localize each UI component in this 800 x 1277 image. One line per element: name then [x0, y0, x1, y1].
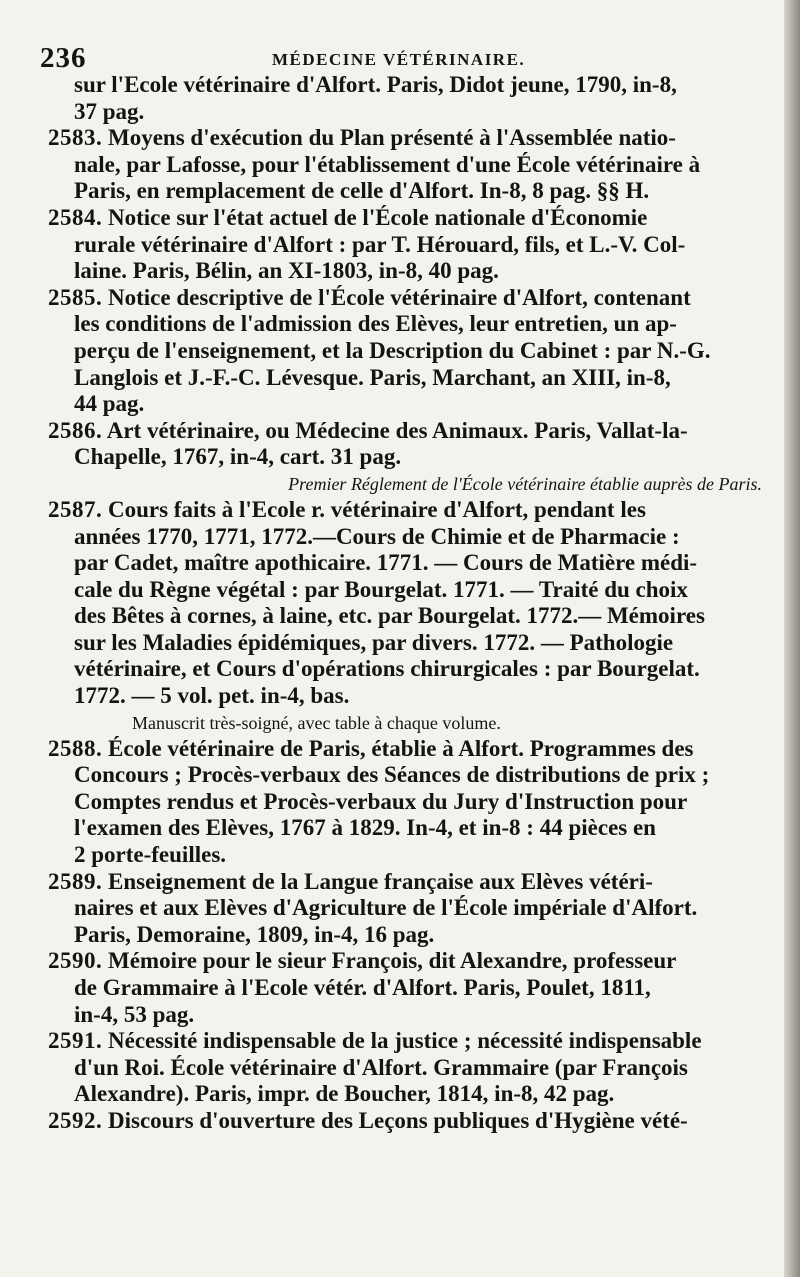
entry-number: 2585. [48, 284, 103, 310]
entry-first-line [48, 205, 766, 232]
entry-continuation-line: Langlois et J.-F.-C. Lévesque. Paris, Marchant, an XIII, in-8, [74, 364, 671, 390]
entry-first-line [48, 869, 766, 896]
entry-continuation-line: perçu de l'enseignement, et la Description du Cabinet : par N.-G. [74, 337, 711, 363]
entry-first-line [48, 736, 766, 763]
entry-continuation-line: des Bêtes à cornes, à laine, etc. par Bourgelat. 1772.— Mémoires [74, 603, 705, 629]
entry-number: 2590. [48, 948, 103, 974]
entry-continuation-line: Comptes rendus et Procès-verbaux du Jury d'Instruction pour [74, 788, 688, 814]
entry-text: Cours faits à l'Ecole r. vétérinaire d'Alfort, pendant les [108, 496, 646, 522]
entry-continuation-line: d'un Roi. École vétérinaire d'Alfort. Grammaire (par François [74, 1054, 688, 1080]
entry-continuation-line: les conditions de l'admission des Elèves, leur entretien, un ap- [74, 311, 677, 337]
entry-number: 2592. [48, 1107, 103, 1133]
entry-first-line [48, 948, 766, 975]
entry-continuation-line: l'examen des Elèves, 1767 à 1829. In-4, et in-8 : 44 pièces en [74, 815, 656, 841]
entry-first-line [48, 1028, 766, 1055]
entry-continuation-line: Concours ; Procès-verbaux des Séances de distributions de prix ; [74, 762, 710, 788]
entry-continuation-line: cale du Règne végétal : par Bourgelat. 1771. — Traité du choix [74, 576, 688, 602]
entry-continuation-line: laine. Paris, Bélin, an XI-1803, in-8, 40 pag. [74, 258, 499, 284]
entry-continuation-line: Chapelle, 1767, in-4, cart. 31 pag. [74, 444, 402, 470]
entry-continuation-line: vétérinaire, et Cours d'opérations chirurgicales : par Bourgelat. [74, 656, 700, 682]
entry-first-line [48, 497, 766, 524]
entry-first-line [48, 418, 766, 445]
page-number: 236 [40, 42, 87, 74]
bibliography-entry [48, 497, 766, 736]
entry-continuation-line: 44 pag. [74, 391, 145, 417]
entry-number: 2587. [48, 496, 103, 522]
entry-continuation-line: nale, par Lafosse, pour l'établissement d'une École vétérinaire à [74, 151, 701, 177]
entry-text: Art vétérinaire, ou Médecine des Animaux. Paris, Vallat-la- [106, 417, 688, 443]
bibliography-entry [48, 1028, 766, 1108]
entry-first-line [48, 1108, 766, 1135]
entry-continuation-line: Alexandre). Paris, impr. de Boucher, 1814, in-8, 42 pag. [74, 1081, 615, 1107]
entry-continuation-line: in-4, 53 pag. [74, 1001, 195, 1027]
entry-number: 2589. [48, 868, 103, 894]
text-line: 37 pag. [74, 98, 145, 124]
page-edge [784, 0, 800, 1277]
entry-text: Discours d'ouverture des Leçons publiques d'Hygiène vété- [108, 1107, 688, 1133]
entry-continuation-line: Paris, en remplacement de celle d'Alfort. In-8, 8 pag. §§ H. [74, 178, 650, 204]
entry-number: 2591. [48, 1028, 103, 1054]
bibliography-entry [48, 205, 766, 285]
continued-entry [48, 72, 766, 125]
entry-text: Moyens d'exécution du Plan présenté à l'Assemblée natio- [108, 125, 676, 151]
entry-text: Nécessité indispensable de la justice ; nécessité indispensable [108, 1028, 702, 1054]
entry-note: Premier Réglement de l'École vétérinaire établie auprès de Paris. [288, 473, 762, 494]
text-line: sur l'Ecole vétérinaire d'Alfort. Paris, Didot jeune, 1790, in-8, [74, 72, 677, 97]
running-title: MÉDECINE VÉTÉRINAIRE. [272, 50, 526, 69]
entry-continuation-line: naires et aux Elèves d'Agriculture de l'École impériale d'Alfort. [74, 895, 698, 921]
entry-continuation-line: rurale vétérinaire d'Alfort : par T. Hérouard, fils, et L.-V. Col- [74, 231, 686, 257]
entry-continuation-line: années 1770, 1771, 1772.—Cours de Chimie et de Pharmacie : [74, 523, 680, 549]
entry-continuation-line: de Grammaire à l'Ecole vétér. d'Alfort. Paris, Poulet, 1811, [74, 975, 651, 1000]
entry-first-line [48, 285, 766, 312]
entry-continuation-line: Paris, Demoraine, 1809, in-4, 16 pag. [74, 921, 435, 947]
entry-text: École vétérinaire de Paris, établie à Alfort. Programmes des [108, 735, 694, 761]
entry-continuation-line: 2 porte-feuilles. [74, 842, 227, 868]
entry-text: Notice sur l'état actuel de l'École nationale d'Économie [108, 204, 648, 230]
bibliography-entry [48, 285, 766, 418]
entry-number: 2583. [48, 125, 103, 151]
bibliography-entry [48, 1108, 766, 1135]
entry-text: Mémoire pour le sieur François, dit Alexandre, professeur [108, 948, 677, 974]
entry-text: Notice descriptive de l'École vétérinaire d'Alfort, contenant [108, 284, 691, 310]
entry-continuation-line: sur les Maladies épidémiques, par divers. 1772. — Pathologie [74, 629, 674, 655]
entry-text: Enseignement de la Langue française aux Elèves vétéri- [108, 868, 653, 894]
bibliography-entry [48, 125, 766, 205]
entry-continuation-line: 1772. — 5 vol. pet. in-4, bas. [74, 683, 350, 709]
bibliography-entry [48, 948, 766, 1028]
bibliography-text [48, 72, 766, 1135]
entry-note: Manuscrit très-soigné, avec table à chaque volume. [132, 712, 501, 733]
entry-number: 2588. [48, 735, 103, 761]
entry-first-line [48, 125, 766, 152]
entry-number: 2584. [48, 204, 103, 230]
entry-number: 2586. [48, 417, 103, 443]
bibliography-entry [48, 418, 766, 497]
bibliography-entry [48, 869, 766, 949]
entry-continuation-line: par Cadet, maître apothicaire. 1771. — Cours de Matière médi- [74, 550, 698, 576]
bibliography-entry [48, 736, 766, 869]
